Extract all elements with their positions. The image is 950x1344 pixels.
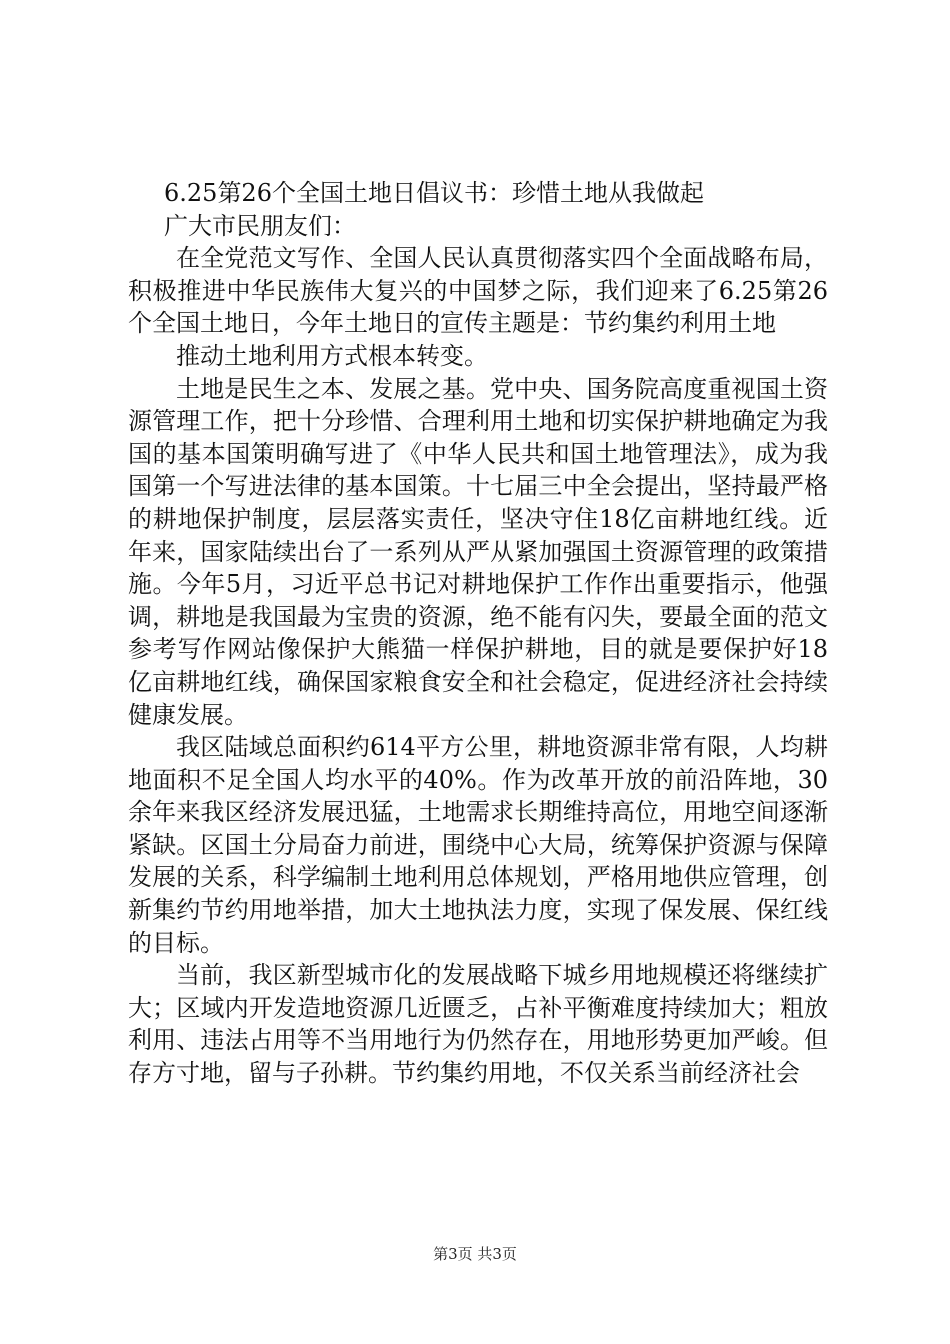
document-title: 6.25第26个全国土地日倡议书：珍惜土地从我做起 xyxy=(164,179,704,207)
paragraph-3: 土地是民生之本、发展之基。党中央、国务院高度重视国土资源管理工作，把十分珍惜、合理利用土地和切实保护耕地确定为我国的基本国策明确写进了《中华人民共和国土地管理法》，成为我国第一个写进法律的基本国策。十七届三中全会提出，坚持最严格的耕地保护制度，层层落实责任，坚决守住18亿亩耕地红线。近年来，国家陆续出台了一系列从严从紧加强国土资源管理的政策措施。今年5月，习近平总书记对耕地保护工作作出重要指示，他强调，耕地是我国最为宝贵的资源，绝不能有闪失，要最全面的范文参考写作网站像保护大熊猫一样保护耕地，目的就是要保护好18亿亩耕地红线，确保国家粮食安全和社会稳定，促进经济社会持续健康发展。 xyxy=(128,374,828,729)
paragraph-5: 当前，我区新型城市化的发展战略下城乡用地规模还将继续扩大；区域内开发造地资源几近匮乏，占补平衡难度持续加大；粗放利用、违法占用等不当用地行为仍然存在，用地形势更加严峻。但存方寸地，留与子孙耕。节约集约用地，不仅关系当前经济社会 xyxy=(128,961,828,1088)
salutation: 广大市民朋友们： xyxy=(164,211,356,240)
paragraph-1: 在全党范文写作、全国人民认真贯彻落实四个全面战略布局，积极推进中华民族伟大复兴的中国梦之际，我们迎来了6.25第26个全国土地日，今年土地日的宣传主题是：节约集约利用土地 xyxy=(128,244,828,338)
paragraph-4: 我区陆域总面积约614平方公里，耕地资源非常有限，人均耕地面积不足全国人均水平的40%。作为改革开放的前沿阵地，30余年来我区经济发展迅猛，土地需求长期维持高位，用地空间逐渐紧缺。区国土分局奋力前进，围绕中心大局，统筹保护资源与保障发展的关系，科学编制土地利用总体规划，严格用地供应管理，创新集约节约用地举措，加大土地执法力度，实现了保发展、保红线的目标。 xyxy=(128,733,828,957)
page-number-footer: 第3页 共3页 xyxy=(433,1245,517,1263)
paragraph-2: 推动土地利用方式根本转变。 xyxy=(176,341,488,370)
document-body xyxy=(128,177,828,1090)
